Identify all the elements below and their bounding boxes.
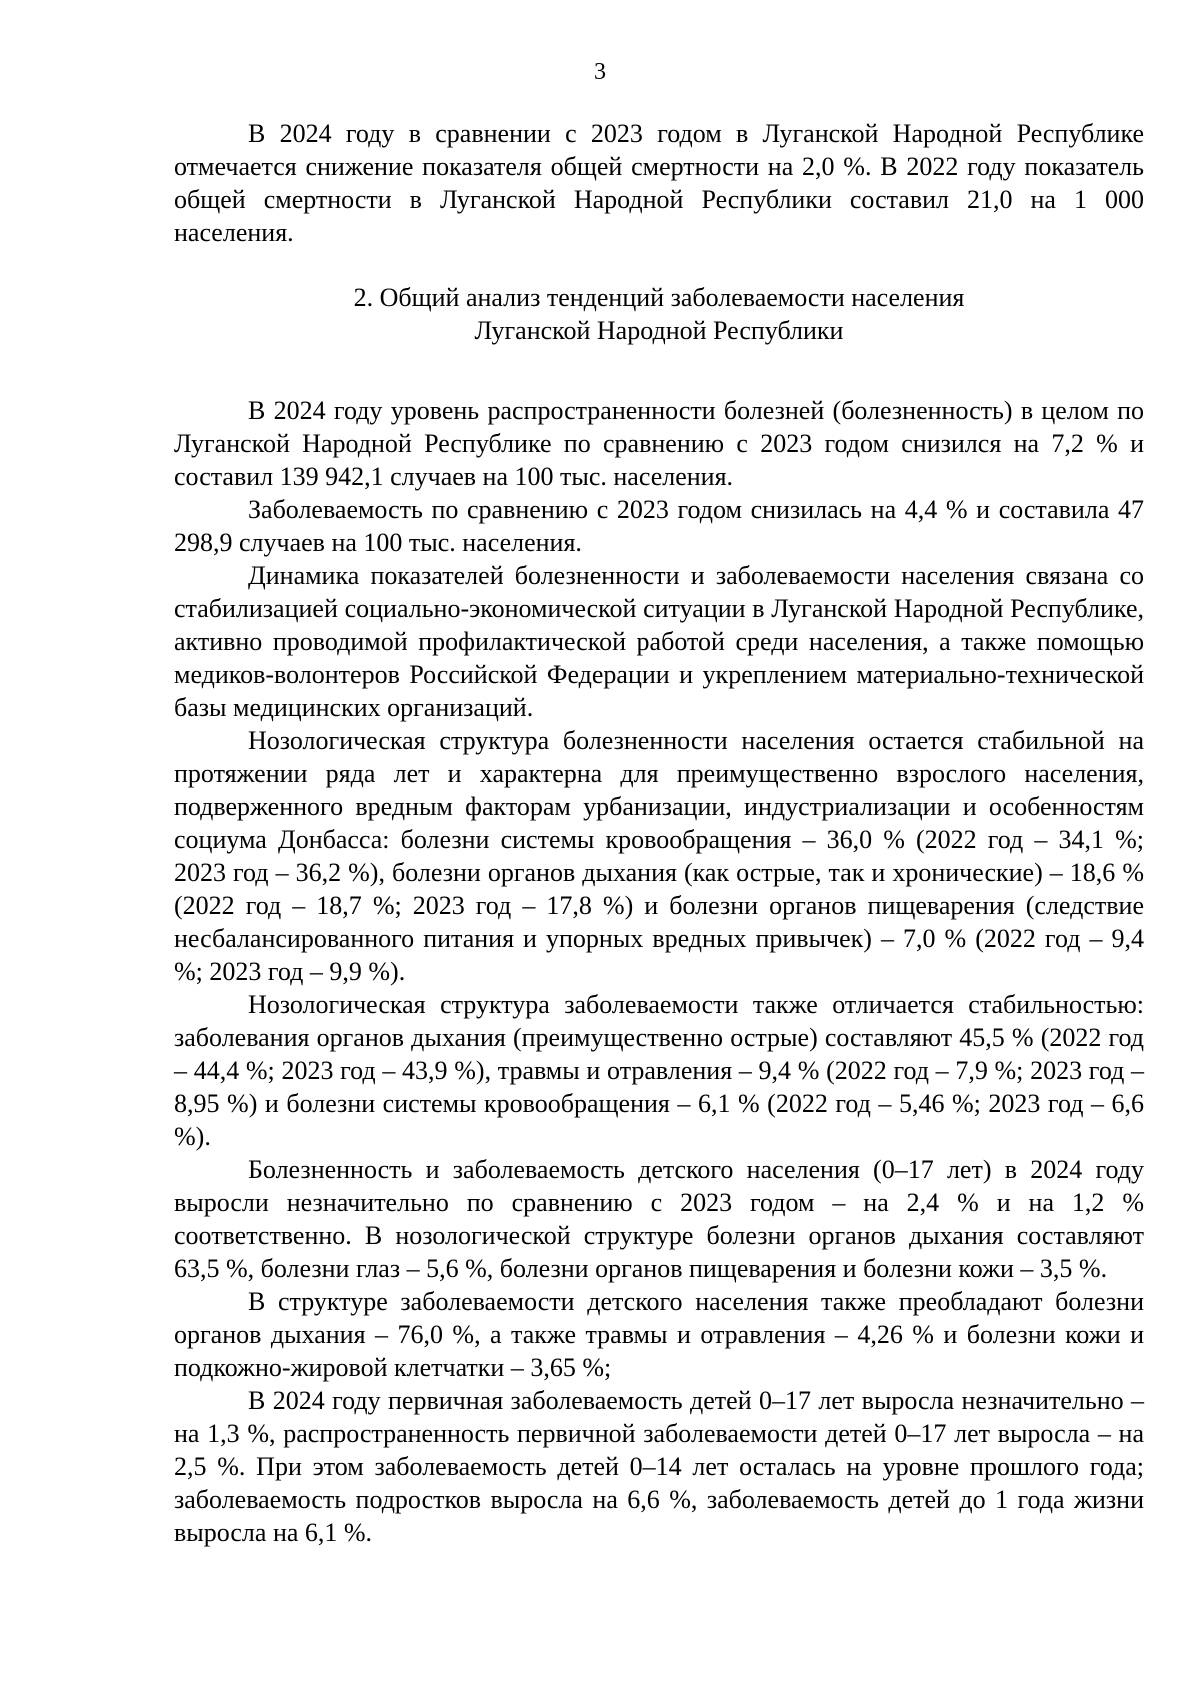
intro-paragraph: В 2024 году в сравнении с 2023 годом в Луганской Народной Республике отмечается снижение показателя общей смертности на 2,0 %. В 2022 году показатель общей смертности в Луганской Народной Республики составил 21,0 на 1 000 населения. xyxy=(174,119,1144,247)
section-heading xyxy=(174,281,1144,347)
section-heading-line-1: 2. Общий анализ тенденций заболеваемости населения xyxy=(353,283,965,312)
page-number: 3 xyxy=(594,59,606,85)
paragraph-prevalence-structure: Нозологическая структура болезненности населения остается стабильной на протяжении ряда лет и характерна для преимущественно взрослого населения, подверженного вредным факторам урбанизации, индустриализации и особенностям социума Донбасса: болезни системы кровообращения – 36,0 % (2022 год – 34,1 %; 2023 год – 36,2 %), болезни органов дыхания (как острые, так и хронические) – 18,6 % (2022 год – 18,7 %; 2023 год – 17,8 %) и болезни органов пищеварения (следствие несбалансированного питания и упорных вредных привычек) – 7,0 % (2022 год – 9,4 %; 2023 год – 9,9 %). xyxy=(174,726,1144,986)
paragraph-incidence: Заболеваемость по сравнению с 2023 годом снизилась на 4,4 % и составила 47 298,9 случаев на 100 тыс. населения. xyxy=(174,495,1144,557)
paragraph-children-primary-incidence: В 2024 году первичная заболеваемость детей 0–17 лет выросла незначительно – на 1,3 %, распространенность первичной заболеваемости детей 0–17 лет выросла – на 2,5 %. При этом заболеваемость детей 0–14 лет осталась на уровне прошлого года; заболеваемость подростков выросла на 6,6 %, заболеваемость детей до 1 года жизни выросла на 6,1 %. xyxy=(174,1386,1144,1547)
paragraph-children-incidence-structure: В структуре заболеваемости детского населения также преобладают болезни органов дыхания – 76,0 %, а также травмы и отравления – 4,26 % и болезни кожи и подкожно-жировой клетчатки – 3,65 %; xyxy=(174,1287,1144,1382)
intro-block xyxy=(174,117,1144,249)
paragraph-children-prevalence: Болезненность и заболеваемость детского населения (0–17 лет) в 2024 году выросли незначительно по сравнению с 2023 годом – на 2,4 % и на 1,2 % соответственно. В нозологической структуре болезни органов дыхания составляют 63,5 %, болезни глаз – 5,6 %, болезни органов пищеварения и болезни кожи – 3,5 %. xyxy=(174,1155,1144,1283)
paragraph-incidence-structure: Нозологическая структура заболеваемости также отличается стабильностью: заболевания органов дыхания (преимущественно острые) составляют 45,5 % (2022 год – 44,4 %; 2023 год – 43,9 %), травмы и отравления – 9,4 % (2022 год – 7,9 %; 2023 год – 8,95 %) и болезни системы кровообращения – 6,1 % (2022 год – 5,46 %; 2023 год – 6,6 %). xyxy=(174,990,1144,1151)
paragraph-prevalence: В 2024 году уровень распространенности болезней (болезненность) в целом по Луганской Народной Республике по сравнению с 2023 годом снизился на 7,2 % и составил 139 942,1 случаев на 100 тыс. населения. xyxy=(174,396,1144,491)
paragraph-dynamics: Динамика показателей болезненности и заболеваемости населения связана со стабилизацией социально-экономической ситуации в Луганской Народной Республике, активно проводимой профилактической работой среди населения, а также помощью медиков-волонтеров Российской Федерации и укреплением материально-технической базы медицинских организаций. xyxy=(174,561,1144,722)
main-text-block xyxy=(174,394,1144,1549)
section-heading-line-2: Луганской Народной Республики xyxy=(474,316,844,345)
